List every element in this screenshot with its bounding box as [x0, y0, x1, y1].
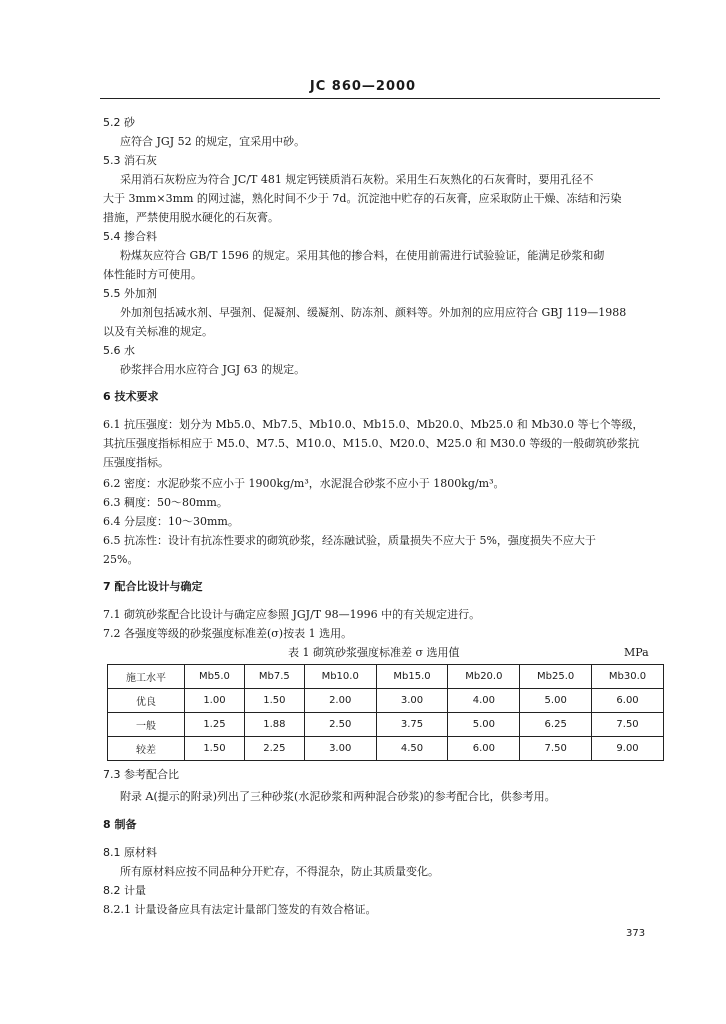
text-line: 应符合 JGJ 52 的规定，宜采用中砂。	[120, 135, 306, 148]
text-line: 以及有关标准的规定。	[103, 325, 213, 338]
standard-deviation-table	[107, 664, 664, 761]
table-cell: 1.25	[185, 713, 245, 737]
table-header-cell: Mb5.0	[185, 665, 245, 689]
text-line: 粉煤灰应符合 GB/T 1596 的规定。采用其他的掺合料，在使用前需进行试验验证，能满足砂浆和砌	[120, 249, 605, 262]
table-cell: 6.00	[592, 689, 664, 713]
table-row	[108, 737, 664, 761]
table-header-cell: Mb25.0	[520, 665, 592, 689]
text-line: 8.2 计量	[103, 884, 146, 897]
table-cell: 2.50	[304, 713, 376, 737]
table-cell: 5.00	[448, 713, 520, 737]
running-header: JC 860—2000	[309, 79, 417, 94]
text-line: 措施，严禁使用脱水硬化的石灰膏。	[103, 211, 279, 224]
table-cell: 6.25	[520, 713, 592, 737]
text-line: 8.2.1 计量设备应具有法定计量部门签发的有效合格证。	[103, 903, 377, 916]
table-cell: 3.00	[376, 689, 448, 713]
table-cell: 1.00	[185, 689, 245, 713]
text-line: 表 1 砌筑砂浆强度标准差 σ 选用值	[288, 646, 460, 659]
text-line: 采用消石灰粉应为符合 JC/T 481 规定钙镁质消石灰粉。采用生石灰熟化的石灰膏时，要用孔径不	[120, 173, 594, 186]
text-line: 7.3 参考配合比	[103, 768, 179, 781]
text-line: 5.2 砂	[103, 116, 135, 129]
text-line: 7.2 各强度等级的砂浆强度标准差(σ)按表 1 选用。	[103, 627, 353, 640]
table-row	[108, 713, 664, 737]
text-line: 8.1 原材料	[103, 846, 157, 859]
text-line: 7.1 砌筑砂浆配合比设计与确定应参照 JGJ/T 98—1996 中的有关规定进行。	[103, 608, 481, 621]
table-cell: 2.00	[304, 689, 376, 713]
text-line: 6.1 抗压强度：划分为 Mb5.0、Mb7.5、Mb10.0、Mb15.0、Mb20.0、Mb25.0 和 Mb30.0 等七个等级，	[103, 418, 644, 431]
table-cell: 较差	[108, 737, 185, 761]
text-line: 5.4 掺合料	[103, 230, 157, 243]
table-cell: 6.00	[448, 737, 520, 761]
header-rule	[100, 98, 660, 99]
text-line: 5.5 外加剂	[103, 287, 157, 300]
table-cell: 1.50	[244, 689, 304, 713]
text-line: 大于 3mm×3mm 的网过滤，熟化时间不少于 7d。沉淀池中贮存的石灰膏，应采取防止干燥、冻结和污染	[103, 192, 622, 205]
text-line: 5.3 消石灰	[103, 154, 157, 167]
text-line: 砂浆拌合用水应符合 JGJ 63 的规定。	[120, 363, 306, 376]
table-header-cell: Mb15.0	[376, 665, 448, 689]
table-cell: 3.75	[376, 713, 448, 737]
text-line: 体性能时方可使用。	[103, 268, 202, 281]
page-number: 373	[626, 928, 646, 939]
table-cell: 2.25	[244, 737, 304, 761]
text-line: 7 配合比设计与确定	[103, 580, 203, 593]
text-line: 6.5 抗冻性：设计有抗冻性要求的砌筑砂浆，经冻融试验，质量损失不应大于 5%，强度损失不应大于	[103, 534, 596, 547]
text-line: 8 制备	[103, 818, 137, 831]
text-line: 外加剂包括减水剂、早强剂、促凝剂、缓凝剂、防冻剂、颜料等。外加剂的应用应符合 GBJ 119—1988	[120, 306, 627, 319]
text-line: 附录 A(提示的附录)列出了三种砂浆(水泥砂浆和两种混合砂浆)的参考配合比，供参考用。	[120, 790, 556, 803]
text-line: 压强度指标。	[103, 456, 169, 469]
table-cell: 1.50	[185, 737, 245, 761]
table-cell: 7.50	[520, 737, 592, 761]
text-line: 5.6 水	[103, 344, 135, 357]
text-line: 其抗压强度指标相应于 M5.0、M7.5、M10.0、M15.0、M20.0、M25.0 和 M30.0 等级的一般砌筑砂浆抗	[103, 437, 640, 450]
table-header-cell: Mb30.0	[592, 665, 664, 689]
text-line: MPa	[624, 646, 649, 659]
table-row	[108, 689, 664, 713]
table-cell: 优良	[108, 689, 185, 713]
table-cell: 4.00	[448, 689, 520, 713]
text-line: 6.2 密度：水泥砂浆不应小于 1900kg/m³，水泥混合砂浆不应小于 1800kg/m³。	[103, 477, 505, 490]
table-header-cell: 施工水平	[108, 665, 185, 689]
table-cell: 一般	[108, 713, 185, 737]
text-line: 6.4 分层度：10～30mm。	[103, 515, 239, 528]
text-line: 所有原材料应按不同品种分开贮存，不得混杂，防止其质量变化。	[120, 865, 439, 878]
table-header-cell: Mb7.5	[244, 665, 304, 689]
table-cell: 9.00	[592, 737, 664, 761]
table-cell: 4.50	[376, 737, 448, 761]
text-line: 25%。	[103, 553, 139, 566]
text-line: 6 技术要求	[103, 390, 159, 403]
table-cell: 1.88	[244, 713, 304, 737]
table-header-row	[108, 665, 664, 689]
table-cell: 7.50	[592, 713, 664, 737]
table-header-cell: Mb10.0	[304, 665, 376, 689]
table-header-cell: Mb20.0	[448, 665, 520, 689]
table-cell: 3.00	[304, 737, 376, 761]
text-line: 6.3 稠度：50～80mm。	[103, 496, 228, 509]
table-cell: 5.00	[520, 689, 592, 713]
